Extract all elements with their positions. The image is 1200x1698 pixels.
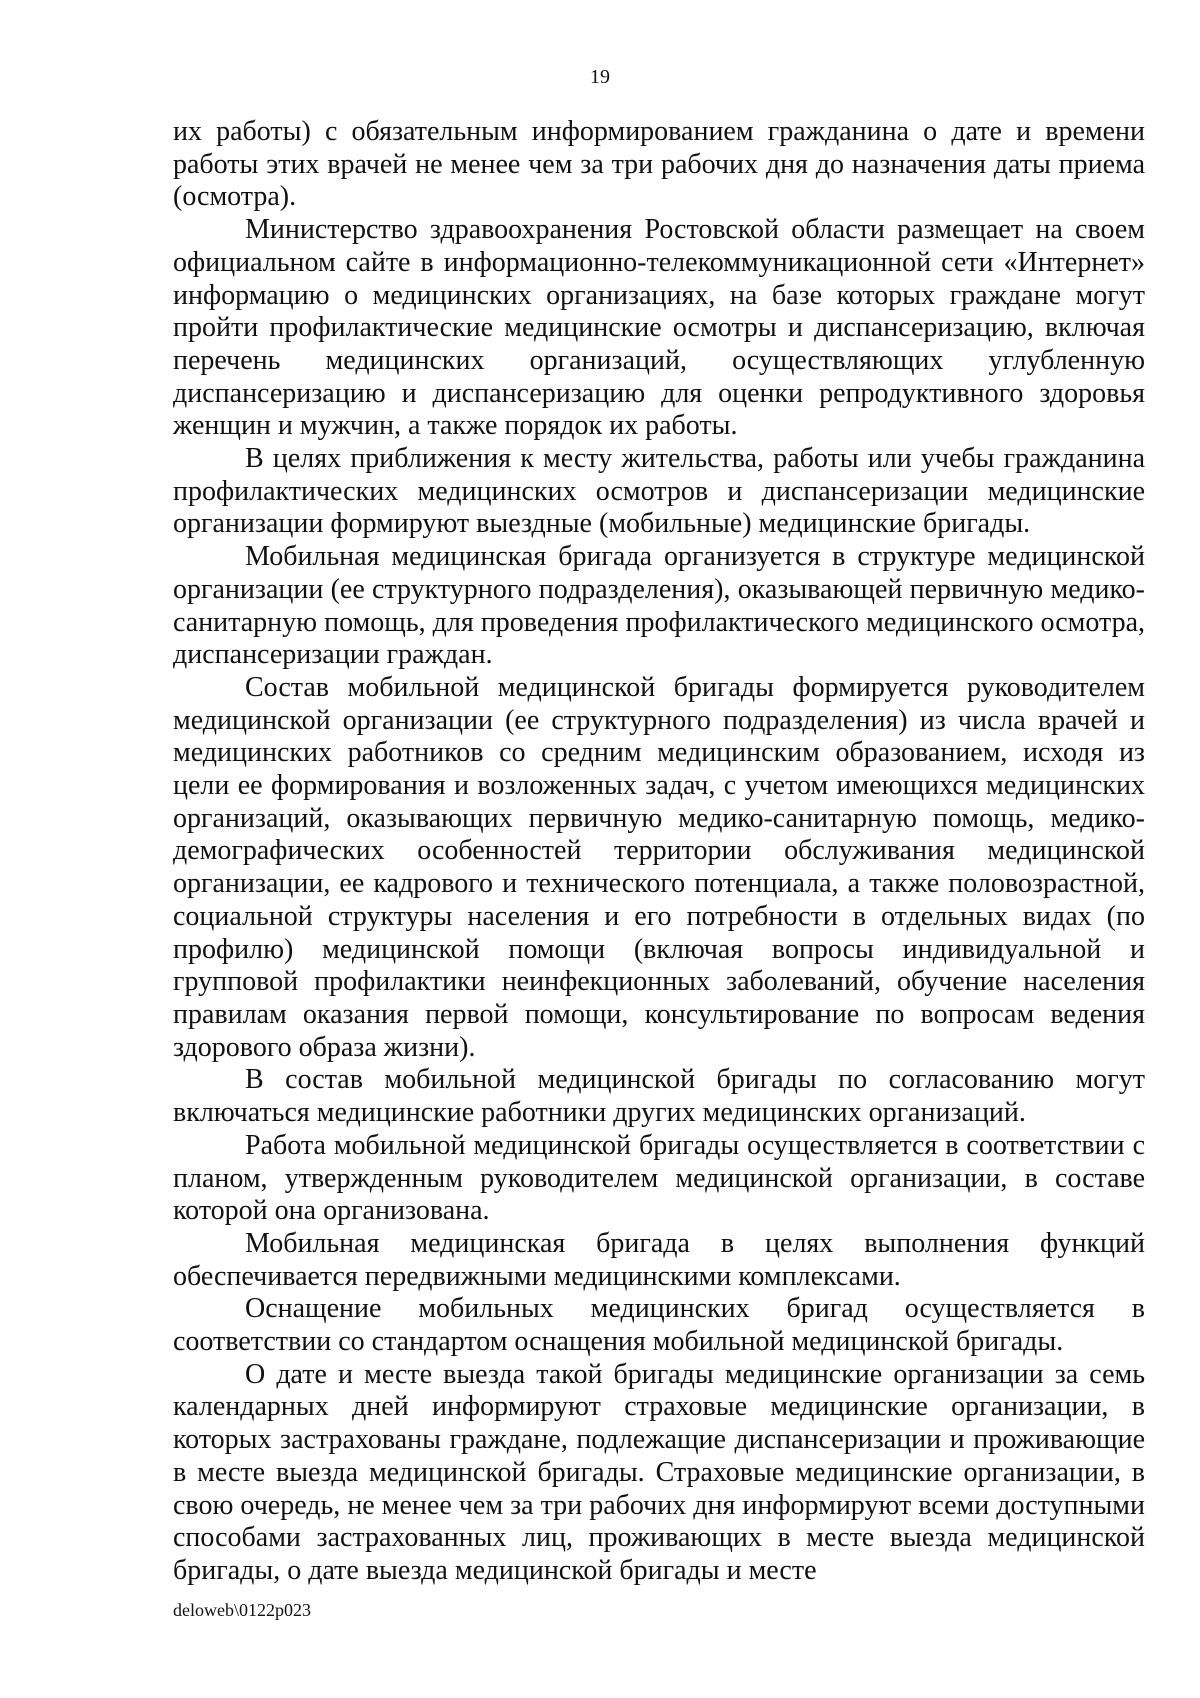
paragraph: Оснащение мобильных медицинских бригад осуществляется в соответствии со стандартом оснащения мобильной медицинской бригады. bbox=[173, 1293, 1145, 1358]
document-footer-code: deloweb\0122p023 bbox=[173, 1600, 311, 1620]
paragraph: О дате и месте выезда такой бригады медицинские организации за семь календарных дней информируют страховые медицинские организации, в которых застрахованы граждане, подлежащие диспансеризации и проживающие в месте выезда медицинской бригады. Страховые медицинские организации, в свою очередь, не менее чем за три рабочих дня информируют всеми доступными способами застрахованных лиц, проживающих в месте выезда медицинской бригады, о дате выезда медицинской бригады и месте bbox=[173, 1358, 1145, 1586]
paragraph: Мобильная медицинская бригада организуется в структуре медицинской организации (ее структурного подразделения), оказывающей первичную медико-санитарную помощь, для проведения профилактического медицинского осмотра, диспансеризации граждан. bbox=[173, 541, 1145, 671]
paragraph: Мобильная медицинская бригада в целях выполнения функций обеспечивается передвижными медицинскими комплексами. bbox=[173, 1227, 1145, 1292]
paragraph: В целях приближения к месту жительства, работы или учебы гражданина профилактических медицинских осмотров и диспансеризации медицинские организации формируют выездные (мобильные) медицинские бригады. bbox=[173, 443, 1145, 540]
paragraph: их работы) с обязательным информированием гражданина о дате и времени работы этих врачей не менее чем за три рабочих дня до назначения даты приема (осмотра). bbox=[173, 116, 1145, 213]
paragraph: Министерство здравоохранения Ростовской области размещает на своем официальном сайте в информационно-телекоммуникационной сети «Интернет» информацию о медицинских организациях, на базе которых граждане могут пройти профилактические медицинские осмотры и диспансеризацию, включая перечень медицинских организаций, осуществляющих углубленную диспансеризацию и диспансеризацию для оценки репродуктивного здоровья женщин и мужчин, а также порядок их работы. bbox=[173, 214, 1145, 442]
paragraph: В состав мобильной медицинской бригады по согласованию могут включаться медицинские работники других медицинских организаций. bbox=[173, 1064, 1145, 1129]
paragraph: Работа мобильной медицинской бригады осуществляется в соответствии с планом, утвержденным руководителем медицинской организации, в составе которой она организована. bbox=[173, 1129, 1145, 1227]
paragraph: Состав мобильной медицинской бригады формируется руководителем медицинской организации (ее структурного подразделения) из числа врачей и медицинских работников со средним медицинским образованием, исходя из цели ее формирования и возложенных задач, с учетом имеющихся медицинских организаций, оказывающих первичную медико-санитарную помощь, медико-демографических особенностей территории обслуживания медицинской организации, ее кадрового и технического потенциала, а также половозрастной, социальной структуры населения и его потребности в отдельных видах (по профилю) медицинской помощи (включая вопросы индивидуальной и групповой профилактики неинфекционных заболеваний, обучение населения правилам оказания первой помощи, консультирование по вопросам ведения здорового образа жизни). bbox=[173, 671, 1145, 1063]
document-body bbox=[173, 116, 1145, 1588]
page-number: 19 bbox=[590, 66, 610, 88]
